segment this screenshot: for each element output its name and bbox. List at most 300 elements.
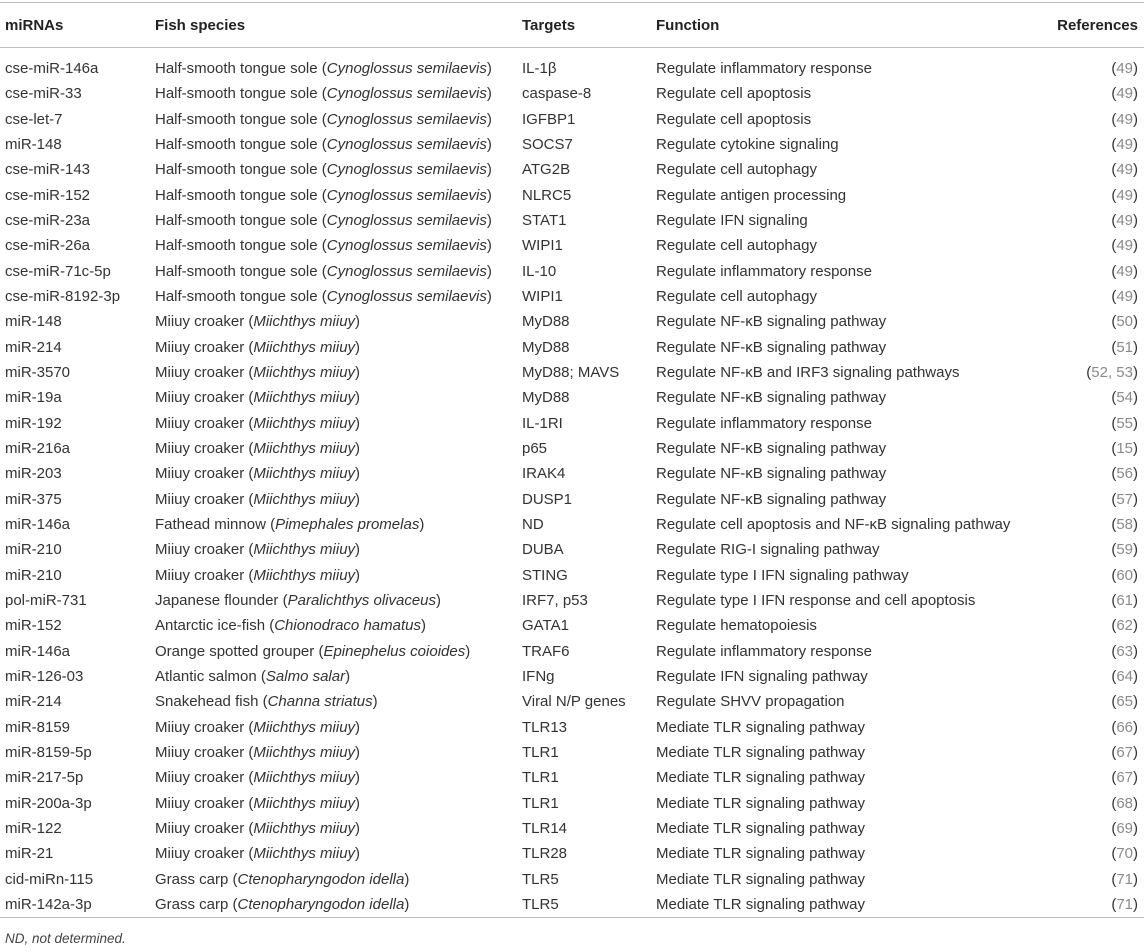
targets-cell: IL-1RI [522, 414, 563, 432]
mirna-cell: cid-miRn-115 [5, 870, 94, 888]
function-cell: Regulate cell apoptosis [656, 110, 812, 128]
species-cell [150, 842, 517, 867]
table-row [0, 360, 1144, 385]
species-scientific-name: ( Miichthys miiuy ) [244, 465, 360, 482]
species-cell [150, 512, 517, 537]
table-row [0, 639, 1144, 664]
references-cell [1040, 335, 1144, 360]
function-cell: Regulate RIG-I signaling pathway [656, 541, 880, 559]
function-cell: Regulate cytokine signaling [656, 136, 839, 154]
mirna-cell: miR-210 [5, 566, 62, 584]
reference-link[interactable]: ( 67 ) [1111, 744, 1138, 761]
function-cell: Mediate TLR signaling pathway [656, 744, 866, 762]
mirna-cell: miR-214 [5, 338, 62, 356]
species-common-name: Miiuy croaker [155, 313, 245, 331]
table-row [0, 411, 1144, 436]
reference-link[interactable]: ( 50 ) [1111, 313, 1138, 330]
reference-link[interactable]: ( 63 ) [1111, 643, 1138, 660]
table-row [0, 57, 1144, 82]
species-scientific-name: ( Cynoglossus semilaevis ) [318, 263, 492, 280]
function-cell: Regulate hematopoiesis [656, 617, 817, 635]
mirna-cell: miR-152 [5, 617, 62, 635]
targets-cell: TRAF6 [522, 642, 570, 660]
reference-link[interactable]: ( 61 ) [1111, 592, 1138, 609]
species-scientific-name: ( Miichthys miiuy ) [244, 567, 360, 584]
species-scientific-name: ( Cynoglossus semilaevis ) [318, 212, 492, 229]
function-cell: Mediate TLR signaling pathway [656, 794, 866, 812]
function-cell: Regulate NF-κB signaling pathway [656, 440, 887, 458]
function-cell: Regulate NF-κB signaling pathway [656, 465, 887, 483]
species-common-name: Orange spotted grouper [155, 642, 315, 660]
mirna-cell: cse-miR-152 [5, 186, 91, 204]
species-common-name: Japanese flounder [155, 592, 279, 610]
function-cell: Regulate IFN signaling pathway [656, 668, 868, 686]
species-cell [150, 462, 517, 487]
species-scientific-name: ( Cynoglossus semilaevis ) [318, 111, 492, 128]
species-cell [150, 132, 517, 157]
column-header-references: References [1057, 16, 1138, 34]
mirna-cell: cse-miR-26a [5, 237, 91, 255]
targets-cell: ND [522, 516, 544, 534]
table-row [0, 588, 1144, 613]
table-row [0, 386, 1144, 411]
species-cell [150, 107, 517, 132]
species-common-name: Miiuy croaker [155, 718, 245, 736]
mirna-cell: miR-122 [5, 820, 62, 837]
species-common-name: Half-smooth tongue sole [155, 161, 318, 179]
function-cell: Mediate TLR signaling pathway [656, 845, 866, 863]
table-row [0, 740, 1144, 765]
table-header [0, 3, 1144, 48]
function-cell: Regulate SHVV propagation [656, 693, 845, 711]
references-cell [1040, 57, 1144, 82]
mirna-cell: miR-148 [5, 313, 62, 331]
species-common-name: Grass carp [155, 870, 229, 888]
targets-cell: TLR14 [522, 820, 568, 837]
targets-cell: IGFBP1 [522, 110, 576, 128]
species-common-name: Miiuy croaker [155, 364, 245, 382]
species-cell [150, 639, 517, 664]
table-row [0, 462, 1144, 487]
species-scientific-name: ( Miichthys miiuy ) [244, 491, 360, 508]
reference-link[interactable]: ( 49 ) [1111, 288, 1138, 305]
mirna-cell: miR-192 [5, 414, 62, 432]
table-footnote: ND, not determined. [5, 931, 126, 946]
species-common-name: Half-smooth tongue sole [155, 237, 318, 255]
species-common-name: Half-smooth tongue sole [155, 110, 318, 128]
references-cell [1040, 867, 1144, 892]
mirna-cell: cse-miR-143 [5, 161, 91, 179]
table-row [0, 234, 1144, 259]
targets-cell: ATG2B [522, 161, 571, 179]
mirna-cell: miR-8159 [5, 718, 71, 736]
references-cell [1040, 158, 1144, 183]
species-cell [150, 892, 517, 917]
targets-cell: TLR1 [522, 744, 559, 762]
function-cell: Regulate NF-κB signaling pathway [656, 313, 887, 331]
species-cell [150, 715, 517, 740]
references-cell [1040, 766, 1144, 791]
function-cell: Regulate inflammatory response [656, 642, 872, 660]
reference-link[interactable]: ( 71 ) [1111, 896, 1138, 913]
species-cell [150, 183, 517, 208]
species-cell [150, 57, 517, 82]
reference-link[interactable]: ( 52, 53 ) [1086, 364, 1138, 381]
function-cell: Regulate antigen processing [656, 186, 847, 204]
species-scientific-name: ( Miichthys miiuy ) [244, 744, 360, 761]
table-row [0, 259, 1144, 284]
function-cell: Regulate NF-κB signaling pathway [656, 338, 887, 356]
species-scientific-name: ( Cynoglossus semilaevis ) [318, 187, 492, 204]
mirna-cell: cse-miR-146a [5, 60, 99, 78]
table-row [0, 512, 1144, 537]
mirna-cell: cse-miR-8192-3p [5, 288, 121, 306]
spacer-cell [0, 48, 1144, 57]
references-cell [1040, 791, 1144, 816]
species-scientific-name: ( Miichthys miiuy ) [244, 769, 360, 786]
mirna-cell: cse-let-7 [5, 110, 63, 128]
species-common-name: Miiuy croaker [155, 845, 245, 863]
reference-link[interactable]: ( 55 ) [1111, 415, 1138, 432]
references-cell [1040, 462, 1144, 487]
references-cell [1040, 107, 1144, 132]
reference-link[interactable]: ( 49 ) [1111, 136, 1138, 153]
reference-link[interactable]: ( 65 ) [1111, 693, 1138, 710]
reference-link[interactable]: ( 49 ) [1111, 85, 1138, 102]
table-row [0, 690, 1144, 715]
reference-link[interactable]: ( 54 ) [1111, 389, 1138, 406]
reference-link[interactable]: ( 56 ) [1111, 465, 1138, 482]
species-scientific-name: ( Cynoglossus semilaevis ) [318, 161, 492, 178]
species-cell [150, 538, 517, 563]
table-row [0, 867, 1144, 892]
column-header-fish-species: Fish species [155, 16, 246, 34]
table-row [0, 335, 1144, 360]
targets-cell: MyD88 [522, 313, 570, 331]
targets-cell: TLR28 [522, 845, 568, 863]
species-scientific-name: ( Miichthys miiuy ) [244, 313, 360, 330]
references-cell [1040, 639, 1144, 664]
table-row [0, 82, 1144, 107]
function-cell: Regulate type I IFN response and cell apoptosis [656, 592, 976, 610]
species-common-name: Miiuy croaker [155, 440, 245, 458]
targets-cell: IFNg [522, 668, 555, 686]
species-scientific-name: ( Cynoglossus semilaevis ) [318, 237, 492, 254]
species-scientific-name: ( Ctenopharyngodon idella ) [228, 896, 409, 913]
species-scientific-name: ( Miichthys miiuy ) [244, 845, 360, 862]
references-cell [1040, 82, 1144, 107]
species-cell [150, 158, 517, 183]
species-cell [150, 360, 517, 385]
species-common-name: Half-smooth tongue sole [155, 262, 318, 280]
targets-cell: TLR5 [522, 870, 559, 888]
targets-cell: TLR1 [522, 794, 559, 812]
table-row [0, 538, 1144, 563]
function-cell: Regulate type I IFN signaling pathway [656, 566, 909, 584]
reference-link[interactable]: ( 49 ) [1111, 60, 1138, 77]
function-cell: Mediate TLR signaling pathway [656, 895, 866, 913]
references-cell [1040, 690, 1144, 715]
targets-cell: MyD88 [522, 338, 570, 356]
column-header-function: Function [656, 16, 720, 34]
species-cell [150, 791, 517, 816]
species-common-name: Miiuy croaker [155, 338, 245, 356]
references-cell [1040, 208, 1144, 233]
function-cell: Regulate NF-κB signaling pathway [656, 490, 887, 508]
species-scientific-name: ( Miichthys miiuy ) [244, 440, 360, 457]
mirna-cell: miR-146a [5, 642, 71, 660]
mirna-cell: miR-8159-5p [5, 744, 92, 762]
mirna-cell: miR-216a [5, 440, 71, 458]
species-cell [150, 766, 517, 791]
reference-link[interactable]: ( 58 ) [1111, 516, 1138, 533]
targets-cell: IL-10 [522, 262, 557, 280]
species-common-name: Miiuy croaker [155, 566, 245, 584]
species-common-name: Miiuy croaker [155, 769, 245, 787]
reference-link[interactable]: ( 69 ) [1111, 820, 1138, 837]
reference-link[interactable]: ( 49 ) [1111, 187, 1138, 204]
reference-link[interactable]: ( 59 ) [1111, 541, 1138, 558]
species-scientific-name: ( Channa striatus ) [258, 693, 377, 710]
targets-cell: WIPI1 [522, 237, 563, 255]
mirna-cell: miR-148 [5, 136, 62, 154]
species-cell [150, 740, 517, 765]
species-scientific-name: ( Cynoglossus semilaevis ) [318, 288, 492, 305]
table-row [0, 158, 1144, 183]
targets-cell: MyD88; MAVS [522, 364, 620, 382]
mirna-table [0, 2, 1144, 918]
species-scientific-name: ( Miichthys miiuy ) [244, 415, 360, 432]
reference-link[interactable]: ( 71 ) [1111, 871, 1138, 888]
species-scientific-name: ( Paralichthys olivaceus ) [278, 592, 441, 609]
references-cell [1040, 892, 1144, 917]
function-cell: Regulate inflammatory response [656, 414, 872, 432]
species-common-name: Antarctic ice-fish [155, 617, 266, 635]
targets-cell: STAT1 [522, 212, 567, 230]
species-common-name: Half-smooth tongue sole [155, 85, 318, 103]
references-cell [1040, 512, 1144, 537]
species-scientific-name: ( Miichthys miiuy ) [244, 364, 360, 381]
references-cell [1040, 411, 1144, 436]
reference-link[interactable]: ( 60 ) [1111, 567, 1138, 584]
function-cell: Regulate cell autophagy [656, 161, 817, 179]
mirna-cell: miR-142a-3p [5, 895, 92, 913]
mirna-cell: miR-146a [5, 516, 71, 534]
species-cell [150, 614, 517, 639]
references-cell [1040, 563, 1144, 588]
targets-cell: TLR13 [522, 718, 568, 736]
mirna-cell: miR-126-03 [5, 668, 84, 686]
mirna-cell: miR-214 [5, 693, 62, 711]
column-header-mirnas: miRNAs [5, 16, 64, 34]
references-cell [1040, 588, 1144, 613]
function-cell: Mediate TLR signaling pathway [656, 769, 866, 787]
table-row [0, 842, 1144, 867]
species-cell [150, 386, 517, 411]
species-cell [150, 208, 517, 233]
table-row [0, 791, 1144, 816]
reference-link[interactable]: ( 67 ) [1111, 769, 1138, 786]
species-cell [150, 82, 517, 107]
reference-link[interactable]: ( 62 ) [1111, 617, 1138, 634]
table-row [0, 208, 1144, 233]
table-row [0, 766, 1144, 791]
reference-link[interactable]: ( 49 ) [1111, 237, 1138, 254]
function-cell: Regulate NF-κB signaling pathway [656, 389, 887, 407]
targets-cell: IRAK4 [522, 465, 566, 483]
targets-cell: DUSP1 [522, 490, 573, 508]
references-cell [1040, 538, 1144, 563]
reference-link[interactable]: ( 57 ) [1111, 491, 1138, 508]
references-cell [1040, 614, 1144, 639]
table-row [0, 715, 1144, 740]
species-common-name: Miiuy croaker [155, 414, 245, 432]
species-common-name: Half-smooth tongue sole [155, 212, 318, 230]
references-cell [1040, 740, 1144, 765]
targets-cell: MyD88 [522, 389, 570, 407]
mirna-cell: miR-3570 [5, 364, 71, 382]
reference-link[interactable]: ( 49 ) [1111, 111, 1138, 128]
table-row [0, 436, 1144, 461]
species-common-name: Miiuy croaker [155, 465, 245, 483]
references-cell [1040, 234, 1144, 259]
species-cell [150, 436, 517, 461]
species-cell [150, 867, 517, 892]
references-cell [1040, 816, 1144, 841]
targets-cell: IRF7, p53 [522, 592, 588, 610]
species-common-name: Half-smooth tongue sole [155, 288, 318, 306]
species-scientific-name: ( Pimephales promelas ) [266, 516, 424, 533]
species-common-name: Half-smooth tongue sole [155, 136, 318, 154]
header-row [0, 3, 1144, 48]
species-cell [150, 284, 517, 309]
species-scientific-name: ( Salmo salar ) [257, 668, 350, 685]
targets-cell: IL-1β [522, 60, 557, 78]
targets-cell: p65 [522, 440, 548, 458]
species-common-name: Miiuy croaker [155, 541, 245, 559]
targets-cell: DUBA [522, 541, 564, 559]
reference-link[interactable]: ( 49 ) [1111, 161, 1138, 178]
reference-link[interactable]: ( 51 ) [1111, 339, 1138, 356]
references-cell [1040, 183, 1144, 208]
species-scientific-name: ( Miichthys miiuy ) [244, 795, 360, 812]
species-cell [150, 259, 517, 284]
species-cell [150, 335, 517, 360]
references-cell [1040, 436, 1144, 461]
species-cell [150, 234, 517, 259]
mirna-cell: cse-miR-33 [5, 85, 82, 103]
function-cell: Regulate NF-κB and IRF3 signaling pathways [656, 364, 960, 382]
function-cell: Mediate TLR signaling pathway [656, 820, 866, 837]
table-row [0, 487, 1144, 512]
species-common-name: Miiuy croaker [155, 744, 245, 762]
function-cell: Regulate inflammatory response [656, 262, 872, 280]
table-row [0, 892, 1144, 917]
species-scientific-name: ( Cynoglossus semilaevis ) [318, 85, 492, 102]
species-cell [150, 563, 517, 588]
table-row [0, 284, 1144, 309]
mirna-cell: cse-miR-71c-5p [5, 262, 111, 280]
species-cell [150, 816, 517, 841]
species-cell [150, 411, 517, 436]
references-cell [1040, 284, 1144, 309]
table-spacer [0, 48, 1144, 57]
reference-link[interactable]: ( 49 ) [1111, 263, 1138, 280]
targets-cell: STING [522, 566, 568, 584]
reference-link[interactable]: ( 49 ) [1111, 212, 1138, 229]
mirna-cell: cse-miR-23a [5, 212, 91, 230]
species-common-name: Miiuy croaker [155, 389, 245, 407]
references-cell [1040, 132, 1144, 157]
species-common-name: Half-smooth tongue sole [155, 186, 318, 204]
mirna-cell: miR-217-5p [5, 769, 84, 787]
table-row [0, 664, 1144, 689]
species-common-name: Half-smooth tongue sole [155, 60, 318, 78]
targets-cell: TLR5 [522, 895, 559, 913]
table-body [0, 48, 1144, 918]
targets-cell: TLR1 [522, 769, 559, 787]
species-common-name: Miiuy croaker [155, 820, 245, 837]
reference-link[interactable]: ( 68 ) [1111, 795, 1138, 812]
table-row [0, 816, 1144, 841]
species-scientific-name: ( Miichthys miiuy ) [244, 541, 360, 558]
mirna-cell: miR-203 [5, 465, 62, 483]
function-cell: Mediate TLR signaling pathway [656, 718, 866, 736]
species-common-name: Miiuy croaker [155, 490, 245, 508]
references-cell [1040, 487, 1144, 512]
species-common-name: Miiuy croaker [155, 794, 245, 812]
species-common-name: Snakehead fish [155, 693, 259, 711]
mirna-cell: miR-375 [5, 490, 62, 508]
function-cell: Regulate cell apoptosis and NF-κB signaling pathway [656, 516, 1011, 534]
column-header-targets: Targets [522, 16, 576, 34]
species-scientific-name: ( Chionodraco hamatus ) [265, 617, 426, 634]
reference-link[interactable]: ( 64 ) [1111, 668, 1138, 685]
references-cell [1040, 715, 1144, 740]
mirna-cell: pol-miR-731 [5, 592, 87, 610]
table-container [0, 2, 1144, 918]
species-scientific-name: ( Miichthys miiuy ) [244, 389, 360, 406]
table-row [0, 614, 1144, 639]
table-row [0, 132, 1144, 157]
mirna-cell: miR-210 [5, 541, 62, 559]
reference-link[interactable]: ( 66 ) [1111, 719, 1138, 736]
function-cell: Regulate inflammatory response [656, 60, 872, 78]
species-cell [150, 487, 517, 512]
table-row [0, 310, 1144, 335]
species-scientific-name: ( Miichthys miiuy ) [244, 820, 360, 837]
function-cell: Regulate cell autophagy [656, 288, 817, 306]
species-cell [150, 310, 517, 335]
targets-cell: NLRC5 [522, 186, 572, 204]
function-cell: Regulate cell autophagy [656, 237, 817, 255]
species-cell [150, 690, 517, 715]
reference-link[interactable]: ( 15 ) [1111, 440, 1138, 457]
function-cell: Mediate TLR signaling pathway [656, 870, 866, 888]
species-cell [150, 588, 517, 613]
table-row [0, 107, 1144, 132]
table-row [0, 183, 1144, 208]
species-scientific-name: ( Miichthys miiuy ) [244, 339, 360, 356]
mirna-cell: miR-200a-3p [5, 794, 92, 812]
references-cell [1040, 386, 1144, 411]
species-scientific-name: ( Ctenopharyngodon idella ) [228, 871, 409, 888]
species-common-name: Grass carp [155, 895, 229, 913]
function-cell: Regulate IFN signaling [656, 212, 808, 230]
reference-link[interactable]: ( 70 ) [1111, 845, 1138, 862]
references-cell [1040, 664, 1144, 689]
references-cell [1040, 842, 1144, 867]
